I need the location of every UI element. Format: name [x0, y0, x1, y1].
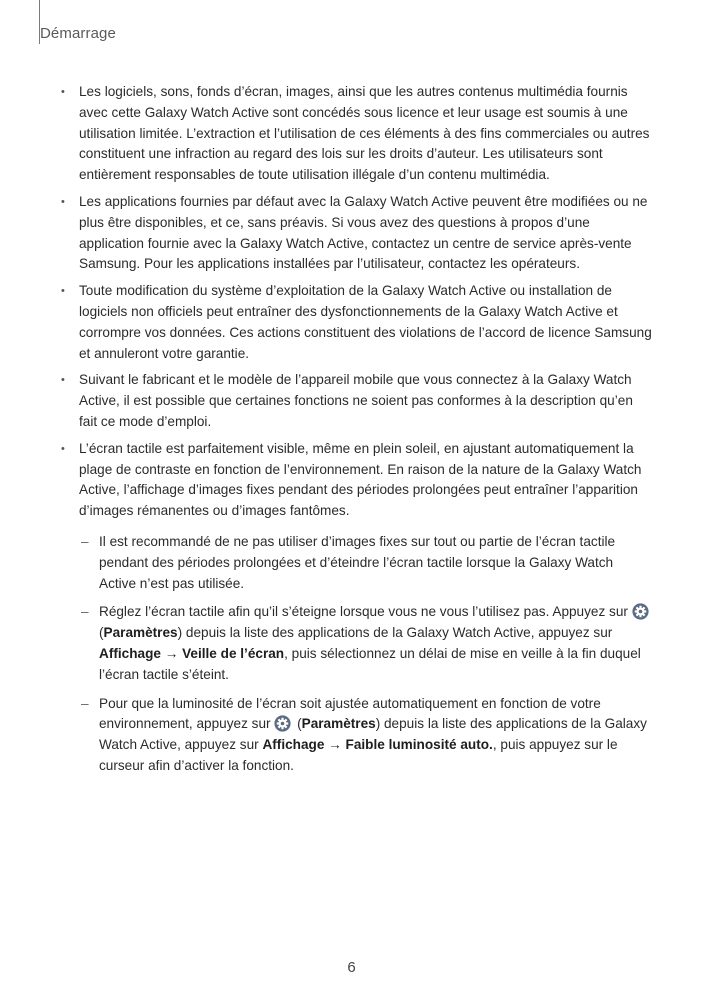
dash-icon: –: [81, 604, 89, 620]
list-item-text: L’écran tactile est parfaitement visible, même en plein soleil, en ajustant automatiquement la plage de contraste en fonction de l’environnement. En raison de la nature de la Galaxy Watch Active, l’affichage d’images fixes pendant des périodes prolongées peut entraîner l’apparition d’images rémanentes ou d’images fantômes.: [79, 440, 642, 519]
sub-list-item: [79, 532, 652, 594]
sub-list-item: [79, 694, 652, 777]
section-title: Démarrage: [40, 25, 116, 42]
display-label: Affichage: [99, 645, 161, 661]
gear-icon: [632, 603, 649, 620]
settings-label: Paramètres: [103, 625, 178, 641]
list-item-text: Toute modification du système d’exploitation de la Galaxy Watch Active ou installation de logiciels non officiels peut entraîner des dysfonctionnements de la Galaxy Watch Active et corrompre vos données. Ces actions constituent des violations de l’accord de licence Samsung et annuleront votre garantie.: [79, 283, 652, 361]
sub-item-text: Réglez l’écran tactile afin qu’il s’éteigne lorsque vous ne vous l’utilisez pas. Appuyez sur: [99, 604, 632, 620]
bullet-icon: •: [61, 374, 65, 387]
bullet-icon: •: [61, 442, 65, 455]
screen-timeout-label: Veille de l’écran: [182, 645, 285, 661]
display-label: Affichage: [262, 737, 325, 753]
gear-icon: [274, 715, 291, 732]
arrow-icon: →: [324, 737, 346, 753]
sub-item-text: Pour que la luminosité de l’écran soit ajustée automatiquement en fonction de votre environnement, appuyez sur: [99, 695, 601, 732]
list-item-text: Suivant le fabricant et le modèle de l’appareil mobile que vous connectez à la Galaxy Watch Active, il est possible que certaines fonctions ne soient pas conformes à la description qu’en fait ce mode d’emploi.: [79, 372, 633, 429]
bullet-icon: •: [61, 195, 65, 208]
dash-icon: –: [81, 695, 89, 711]
sub-item-text: , puis sélectionnez un délai de mise en veille à la fin duquel l’écran tactile s’éteint.: [99, 645, 641, 682]
sub-item-text: ) depuis la liste des applications de la Galaxy Watch Active, appuyez sur: [177, 625, 613, 641]
settings-label: Paramètres: [301, 716, 376, 732]
list-item: [62, 281, 652, 364]
sub-item-text: Il est recommandé de ne pas utiliser d’images fixes sur tout ou partie de l’écran tactile pendant des périodes prolongées et d’éteindre l’écran tactile lorsque la Galaxy Watch Active n’est pas utilisée.: [99, 533, 616, 591]
arrow-icon: →: [160, 645, 183, 661]
dash-icon: –: [81, 533, 89, 549]
list-item-text: Les applications fournies par défaut avec la Galaxy Watch Active peuvent être modifiées ou ne plus être disponibles, et ce, sans préavis. Si vous avez des questions à propos d’une application fournie avec la Galaxy Watch Active, contactez un centre de service après-vente Samsung. Pour les applications installées par l’utilisateur, contactez les opérateurs.: [79, 193, 648, 272]
sub-list-item: [79, 602, 652, 685]
page-number: 6: [347, 959, 356, 976]
sub-item-text: , puis appuyez sur le curseur afin d’activer la fonction.: [99, 737, 618, 773]
open-paren: (: [99, 625, 104, 641]
sub-list: [79, 532, 652, 777]
list-item: [62, 82, 652, 186]
page-content: [62, 82, 652, 785]
list-item: [62, 192, 652, 275]
list-item: [62, 370, 652, 432]
open-paren: (: [293, 716, 302, 732]
sub-item-text: ) depuis la liste des applications de la Galaxy Watch Active, appuyez sur: [99, 716, 647, 753]
bullet-list: [62, 82, 652, 777]
bullet-icon: •: [61, 285, 65, 298]
bullet-icon: •: [61, 86, 65, 98]
auto-low-brightness-label: Faible luminosité auto.: [345, 737, 493, 753]
list-item: [62, 439, 652, 777]
list-item-text: Les logiciels, sons, fonds d’écran, images, ainsi que les autres contenus multimédia fournis avec cette Galaxy Watch Active sont concédés sous licence et leur usage est soumis à une utilisation limitée. L’extraction et l’utilisation de ces éléments à des fins commerciales ou autres constituent une infraction au regard des lois sur les droits d’auteur. Les utilisateurs sont entièrement responsables de toute utilisation illégale d’un contenu multimédia.: [79, 84, 650, 183]
